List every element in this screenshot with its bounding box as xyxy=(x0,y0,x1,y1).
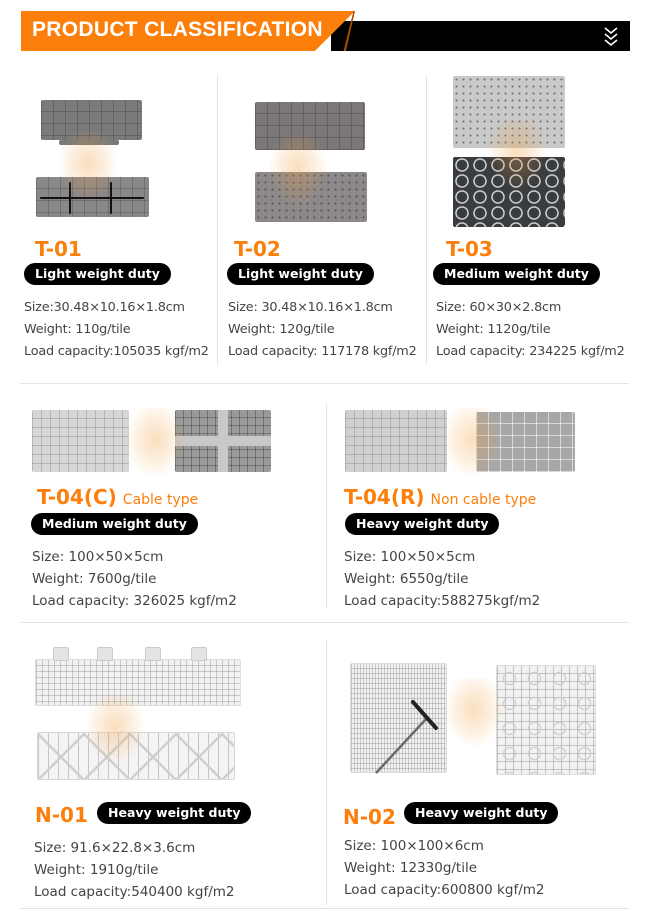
product-subtitle: Non cable type xyxy=(430,492,537,508)
spec-weight: Weight: 12330g/tile xyxy=(344,860,478,876)
spec-load: Load capacity: 234225 kgf/m2 xyxy=(436,344,625,359)
product-image-t04r xyxy=(342,408,627,474)
product-code: N-01 xyxy=(35,803,88,827)
spec-size: Size: 100×50×5cm xyxy=(32,549,164,565)
spec-weight: Weight: 1910g/tile xyxy=(34,862,159,878)
spec-size: Size: 91.6×22.8×3.6cm xyxy=(34,840,196,856)
spec-load: Load capacity: 326025 kgf/m2 xyxy=(32,593,237,609)
spec-weight: Weight: 120g/tile xyxy=(228,322,335,337)
product-card-n02[interactable] xyxy=(327,623,650,908)
spec-size: Size: 100×50×5cm xyxy=(344,549,476,565)
product-card-t04r[interactable] xyxy=(327,384,650,622)
duty-badge: Heavy weight duty xyxy=(345,513,499,535)
duty-badge: Medium weight duty xyxy=(433,263,600,285)
spec-weight: Weight: 7600g/tile xyxy=(32,571,157,587)
product-code: T-02 xyxy=(234,237,281,261)
section-title: PRODUCT CLASSIFICATION xyxy=(32,18,323,41)
spec-size: Size:30.48×10.16×1.8cm xyxy=(24,300,185,315)
duty-badge: Heavy weight duty xyxy=(404,802,558,824)
product-image-t04c xyxy=(30,408,310,474)
duty-badge: Heavy weight duty xyxy=(97,802,251,824)
product-subtitle: Cable type xyxy=(122,492,199,508)
product-card-n01[interactable] xyxy=(0,623,326,908)
duty-badge: Medium weight duty xyxy=(31,513,198,535)
spec-load: Load capacity:540400 kgf/m2 xyxy=(34,884,235,900)
product-image-t03 xyxy=(447,74,577,234)
spec-load: Load capacity:600800 kgf/m2 xyxy=(344,882,545,898)
product-code-label: T-04(C) xyxy=(37,485,117,509)
product-code: N-02 xyxy=(343,805,396,829)
spec-load: Load capacity:105035 kgf/m2 xyxy=(24,344,209,359)
spec-load: Load capacity: 117178 kgf/m2 xyxy=(228,344,417,359)
product-code: T-03 xyxy=(446,237,493,261)
product-card-t01[interactable] xyxy=(0,0,217,383)
spec-size: Size: 60×30×2.8cm xyxy=(436,300,562,315)
wrench-tool-icon xyxy=(364,688,444,778)
spec-weight: Weight: 110g/tile xyxy=(24,322,131,337)
product-image-t01 xyxy=(30,96,150,231)
duty-badge: Light weight duty xyxy=(24,263,171,285)
spec-load: Load capacity:588275kgf/m2 xyxy=(344,593,541,609)
product-code-label: T-04(R) xyxy=(344,485,425,509)
product-image-n01 xyxy=(30,637,270,797)
spec-weight: Weight: 6550g/tile xyxy=(344,571,469,587)
duty-badge: Light weight duty xyxy=(227,263,374,285)
product-card-t03[interactable] xyxy=(427,0,650,383)
spec-weight: Weight: 1120g/tile xyxy=(436,322,551,337)
product-image-t02 xyxy=(238,96,358,231)
product-card-t04c[interactable] xyxy=(0,384,326,622)
product-image-n02 xyxy=(344,643,634,793)
product-code xyxy=(344,485,536,509)
spec-size: Size: 100×100×6cm xyxy=(344,838,484,854)
product-code: T-01 xyxy=(35,237,82,261)
product-code xyxy=(37,485,198,509)
row-divider xyxy=(20,908,629,909)
spec-size: Size: 30.48×10.16×1.8cm xyxy=(228,300,393,315)
product-card-t02[interactable] xyxy=(218,0,426,383)
